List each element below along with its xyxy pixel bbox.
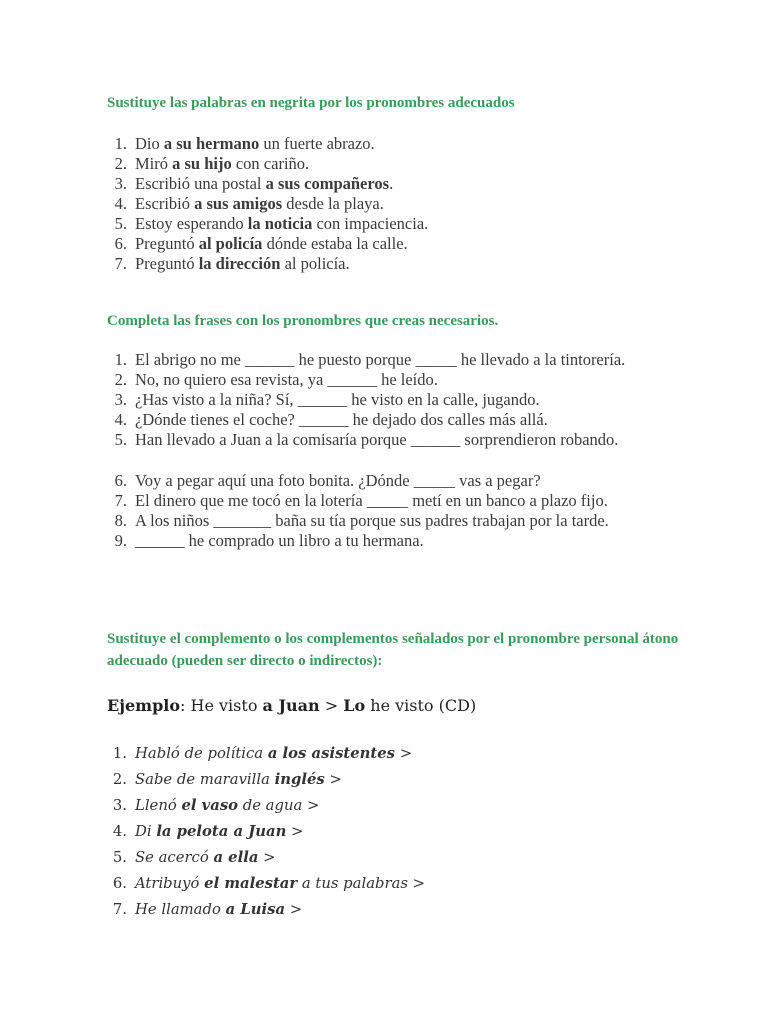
item-number: 6 .: [107, 234, 127, 254]
item-text: Estoy esperando: [135, 214, 248, 233]
item-number: 6 .: [107, 871, 127, 897]
item-bold: a ella: [213, 849, 259, 866]
item-text: Di: [135, 823, 157, 840]
item-bold: la pelota a Juan: [156, 823, 287, 840]
item-text: de agua >: [238, 797, 320, 814]
example-text: he visto (CD): [365, 696, 477, 715]
list-item: [107, 491, 687, 511]
list-item: [107, 194, 687, 214]
item-bold: a Luisa: [225, 901, 286, 918]
list-item: [107, 845, 687, 871]
example-label: Ejemplo: [107, 696, 181, 715]
item-text: El dinero que me tocó en la lotería _____ metí en un banco a plazo fijo.: [135, 491, 608, 510]
item-bold: inglés: [274, 771, 325, 788]
item-text: Han llevado a Juan a la comisaría porque ______ sorprendieron robando.: [135, 430, 619, 449]
item-text: Preguntó: [135, 234, 199, 253]
example-bold: a Juan: [262, 696, 320, 715]
item-text: Miró: [135, 154, 173, 173]
list-item: [107, 531, 687, 551]
item-text: >: [258, 849, 276, 866]
item-number: 3 .: [107, 174, 127, 194]
item-number: 1 .: [107, 350, 127, 370]
section1-heading: Sustituye las palabras en negrita por los pronombres adecuados: [107, 95, 515, 111]
item-text: ¿Has visto a la niña? Sí, ______ he visto en la calle, jugando.: [135, 390, 540, 409]
item-text: al policía.: [280, 254, 350, 273]
item-text: >: [394, 745, 413, 762]
item-text: ______ he comprado un libro a tu hermana.: [135, 531, 424, 550]
item-text: dónde estaba la calle.: [262, 234, 408, 253]
item-text: desde la playa.: [282, 194, 384, 213]
item-number: 5 .: [107, 845, 127, 871]
item-bold: a sus compañeros: [265, 174, 390, 193]
item-text: ¿Dónde tienes el coche? ______ he dejado dos calles más allá.: [135, 410, 548, 429]
example-text: >: [319, 696, 344, 715]
item-text: Habló de política: [135, 745, 268, 762]
item-bold: el malestar: [204, 875, 298, 892]
list-item: [107, 134, 687, 154]
list-item: [107, 370, 687, 390]
item-text: Llenó: [135, 797, 182, 814]
item-text: Atribuyó: [135, 875, 205, 892]
item-bold: el vaso: [181, 797, 239, 814]
item-text: He llamado: [135, 901, 226, 918]
list-item: [107, 234, 687, 254]
item-text: Se acercó: [135, 849, 214, 866]
item-text: Escribió una postal: [135, 174, 266, 193]
list-item: [107, 819, 687, 845]
item-bold: a los asistentes: [267, 745, 395, 762]
item-text: Escribió: [135, 194, 195, 213]
item-number: 9 .: [107, 531, 127, 551]
list-item: [107, 741, 687, 767]
item-bold: a su hermano: [163, 134, 260, 153]
item-bold: al policía: [198, 234, 263, 253]
list-item: [107, 174, 687, 194]
item-text: Sabe de maravilla: [135, 771, 275, 788]
section2-list: [107, 350, 687, 551]
item-number: 7 .: [107, 897, 127, 923]
list-item: [107, 471, 687, 491]
item-number: 1 .: [107, 741, 127, 767]
list-item: [107, 511, 687, 531]
item-number: 4 .: [107, 819, 127, 845]
list-item: [107, 767, 687, 793]
list-item: [107, 350, 687, 370]
item-number: 5 .: [107, 430, 127, 450]
item-text: con impaciencia.: [312, 214, 429, 233]
item-text: >: [286, 823, 304, 840]
item-text: >: [324, 771, 342, 788]
item-number: 8 .: [107, 511, 127, 531]
example-line: [107, 696, 476, 715]
item-text: El abrigo no me ______ he puesto porque _____ he llevado a la tintorería.: [135, 350, 626, 369]
item-bold: la noticia: [247, 214, 313, 233]
list-item: [107, 793, 687, 819]
item-number: 5 .: [107, 214, 127, 234]
list-item: [107, 430, 687, 450]
item-text: Preguntó: [135, 254, 199, 273]
section3-heading: Sustituye el complemento o los complementos señalados por el pronombre personal átono adecuado (pueden ser directo o indirectos):: [107, 631, 679, 669]
item-number: 3 .: [107, 390, 127, 410]
item-number: 4 .: [107, 410, 127, 430]
item-number: 4 .: [107, 194, 127, 214]
list-item: [107, 871, 687, 897]
section3-list: [107, 741, 687, 923]
item-bold: a su hijo: [172, 154, 232, 173]
section1-list: [107, 134, 687, 274]
item-text: un fuerte abrazo.: [259, 134, 375, 153]
item-number: 1 .: [107, 134, 127, 154]
item-number: 7 .: [107, 491, 127, 511]
item-number: 2 .: [107, 370, 127, 390]
item-number: 7 .: [107, 254, 127, 274]
list-item: [107, 254, 687, 274]
item-text: Voy a pegar aquí una foto bonita. ¿Dónde _____ vas a pegar?: [135, 471, 541, 490]
example-bold: Lo: [343, 696, 366, 715]
list-item: [107, 410, 687, 430]
section2-heading: Completa las frases con los pronombres que creas necesarios.: [107, 313, 499, 329]
list-item: [107, 897, 687, 923]
item-text: con cariño.: [231, 154, 310, 173]
item-text: a tus palabras >: [297, 875, 426, 892]
item-number: 6 .: [107, 471, 127, 491]
item-bold: a sus amigos: [194, 194, 283, 213]
item-number: 3 .: [107, 793, 127, 819]
item-text: A los niños _______ baña su tía porque sus padres trabajan por la tarde.: [135, 511, 609, 530]
item-bold: la dirección: [198, 254, 281, 273]
list-item: [107, 154, 687, 174]
example-colon: :: [180, 696, 186, 715]
list-item: [107, 390, 687, 410]
item-number: 2 .: [107, 154, 127, 174]
item-text: >: [285, 901, 303, 918]
item-text: Dio: [135, 134, 164, 153]
list-item: [107, 214, 687, 234]
item-text: No, no quiero esa revista, ya ______ he leído.: [135, 370, 438, 389]
example-text: He visto: [185, 696, 263, 715]
item-text: .: [389, 174, 394, 193]
item-number: 2 .: [107, 767, 127, 793]
